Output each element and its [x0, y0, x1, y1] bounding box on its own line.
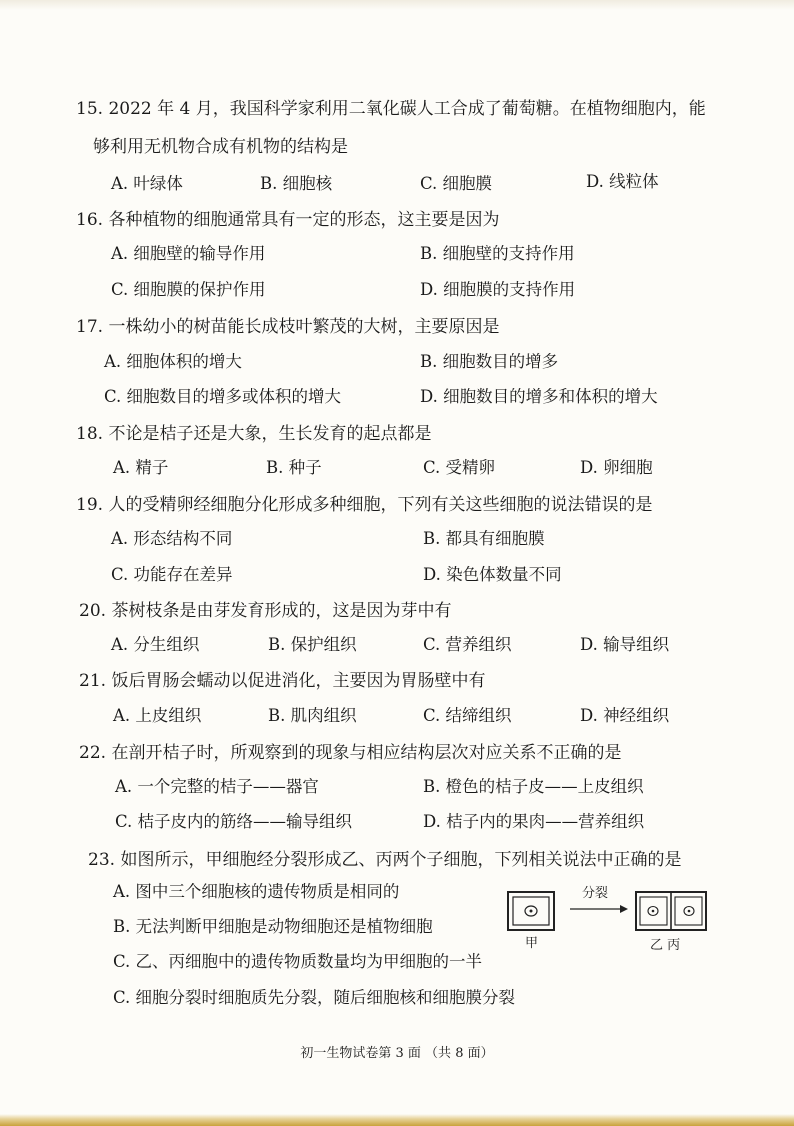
page-footer: 初一生物试卷第 3 面 （共 8 面）: [300, 1046, 494, 1061]
question-23-option-a: A. 图中三个细胞核的遗传物质是相同的: [113, 882, 400, 901]
question-15-option-d: D. 线粒体: [586, 172, 659, 191]
question-18-option-b: B. 种子: [266, 458, 322, 477]
question-16-option-a: A. 细胞壁的输导作用: [111, 244, 266, 263]
label-jia: 甲: [525, 936, 539, 951]
question-18-option-d: D. 卵细胞: [580, 458, 653, 477]
question-23-option-c: C. 乙、丙细胞中的遗传物质数量均为甲细胞的一半: [113, 952, 483, 971]
question-21-option-a: A. 上皮组织: [113, 706, 202, 725]
question-20-option-b: B. 保护组织: [268, 635, 357, 654]
question-20-option-a: A. 分生组织: [111, 635, 200, 654]
question-20-option-d: D. 输导组织: [580, 635, 670, 654]
question-15-option-c: C. 细胞膜: [420, 174, 493, 193]
question-23-option-d: C. 细胞分裂时细胞质先分裂，随后细胞核和细胞膜分裂: [113, 988, 516, 1007]
question-17-stem: 17. 一株幼小的树苗能长成枝叶繁茂的大树，主要原因是: [76, 317, 500, 337]
question-22-option-a: A. 一个完整的桔子——器官: [115, 777, 319, 796]
question-22-option-b: B. 橙色的桔子皮——上皮组织: [423, 777, 644, 796]
question-22-stem: 22. 在剖开桔子时，所观察到的现象与相应结构层次对应关系不正确的是: [79, 743, 622, 763]
question-21-option-c: C. 结缔组织: [423, 706, 512, 725]
question-20-option-c: C. 营养组织: [423, 635, 512, 654]
question-15-option-b: B. 细胞核: [260, 174, 333, 193]
question-15-stem-line2: 够利用无机物合成有机物的结构是: [93, 137, 348, 157]
question-16-option-d: D. 细胞膜的支持作用: [420, 280, 576, 299]
question-17-option-a: A. 细胞体积的增大: [104, 352, 242, 371]
label-yi-bing: 乙 丙: [650, 938, 681, 953]
question-22-option-c: C. 桔子皮内的筋络——输导组织: [115, 812, 353, 831]
scan-edge: [0, 1114, 794, 1126]
question-17-option-c: C. 细胞数目的增多或体积的增大: [104, 387, 342, 406]
question-15-stem-line1: 15. 2022 年 4 月，我国科学家利用二氧化碳人工合成了葡萄糖。在植物细胞内，能: [76, 99, 706, 119]
question-16-option-b: B. 细胞壁的支持作用: [420, 244, 575, 263]
question-16-option-c: C. 细胞膜的保护作用: [111, 280, 266, 299]
question-22-option-d: D. 桔子内的果肉——营养组织: [423, 812, 645, 831]
question-23-stem: 23. 如图所示，甲细胞经分裂形成乙、丙两个子细胞，下列相关说法中正确的是: [88, 850, 682, 870]
question-18-stem: 18. 不论是桔子还是大象，生长发育的起点都是: [76, 424, 432, 444]
question-21-stem: 21. 饭后胃肠会蠕动以促进消化，主要因为胃肠壁中有: [79, 671, 486, 691]
question-23-option-b: B. 无法判断甲细胞是动物细胞还是植物细胞: [113, 917, 433, 936]
question-18-option-c: C. 受精卵: [423, 458, 496, 477]
question-19-stem: 19. 人的受精卵经细胞分化形成多种细胞，下列有关这些细胞的说法错误的是: [76, 495, 653, 515]
question-17-option-d: D. 细胞数目的增多和体积的增大: [420, 387, 658, 406]
question-16-stem: 16. 各种植物的细胞通常具有一定的形态，这主要是因为: [76, 210, 500, 230]
question-19-option-d: D. 染色体数量不同: [423, 565, 562, 584]
question-21-option-b: B. 肌肉组织: [268, 706, 357, 725]
scan-shade: [0, 0, 794, 10]
question-20-stem: 20. 茶树枝条是由芽发育形成的，这是因为芽中有: [79, 601, 452, 621]
question-15-option-a: A. 叶绿体: [111, 174, 183, 193]
question-19-option-a: A. 形态结构不同: [111, 529, 233, 548]
question-18-option-a: A. 精子: [113, 458, 169, 477]
question-19-option-b: B. 都具有细胞膜: [423, 529, 545, 548]
question-17-option-b: B. 细胞数目的增多: [420, 352, 559, 371]
arrow-label: 分裂: [582, 886, 609, 901]
question-19-option-c: C. 功能存在差异: [111, 565, 233, 584]
question-21-option-d: D. 神经组织: [580, 706, 670, 725]
cell-division-figure: [500, 888, 730, 958]
